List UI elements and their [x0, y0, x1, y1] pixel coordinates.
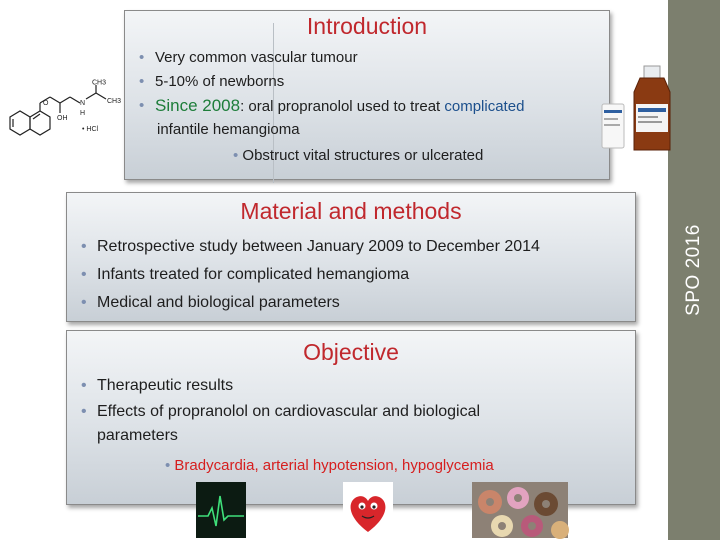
heart-mascot-icon	[343, 482, 393, 538]
sub-bullet-marker: •	[233, 147, 243, 164]
intro-sub-bullet	[233, 147, 483, 164]
intro-sub-bullet-text: Obstruct vital structures or ulcerated	[242, 147, 484, 164]
molecule-hcl-label: • HCl	[82, 126, 99, 133]
sub-bullet-marker: •	[165, 457, 175, 474]
molecule-h-label: H	[80, 110, 86, 117]
propranolol-structure-icon	[0, 79, 130, 160]
introduction-panel	[124, 10, 610, 180]
objective-sub-bullet-text: Bradycardia, arterial hypotension, hypoglycemia	[174, 457, 494, 474]
intro-bullet: • 5-10% of newborns	[139, 70, 607, 94]
objective-panel	[66, 330, 636, 505]
objective-bullet-continuation: parameters	[97, 427, 178, 444]
introduction-bullets	[139, 46, 607, 119]
since-prefix: Since 2008	[155, 96, 241, 115]
methods-bullet: • Infants treated for complicated hemangioma	[81, 261, 621, 289]
intro-bullet: • Very common vascular tumour	[139, 46, 607, 70]
side-label: SPO 2016	[683, 224, 704, 316]
since-blue-text: complicated	[444, 98, 525, 115]
intro-bullet-since	[139, 94, 607, 119]
introduction-title: Introduction	[306, 13, 428, 39]
since-text: : oral propranolol used to treat	[240, 98, 441, 115]
molecule-ch3-top-label: CH3	[92, 79, 107, 87]
molecule-oh-label: OH	[57, 115, 68, 122]
since-continuation: infantile hemangioma	[157, 121, 300, 138]
methods-panel	[66, 192, 636, 322]
methods-bullets	[81, 233, 621, 317]
ecg-monitor-icon	[196, 482, 246, 538]
methods-bullet: • Medical and biological parameters	[81, 289, 621, 317]
methods-title: Material and methods	[240, 198, 462, 224]
molecule-ch3-right-label: CH3	[107, 98, 122, 105]
objective-bullet: • Therapeutic results	[81, 373, 621, 399]
molecule-o-label: O	[43, 100, 49, 107]
objective-bullet: • Effects of propranolol on cardiovascular and biological	[81, 399, 621, 425]
methods-bullet: • Retrospective study between January 2009 to December 2014	[81, 233, 621, 261]
medicine-bottle-icon	[630, 66, 675, 152]
oral-syringe-icon	[598, 100, 628, 155]
objective-sub-bullet	[165, 457, 494, 474]
objective-bullets	[81, 373, 621, 425]
molecule-n-label: N	[80, 100, 86, 107]
candy-donuts-icon	[472, 482, 568, 538]
objective-title: Objective	[303, 339, 399, 365]
